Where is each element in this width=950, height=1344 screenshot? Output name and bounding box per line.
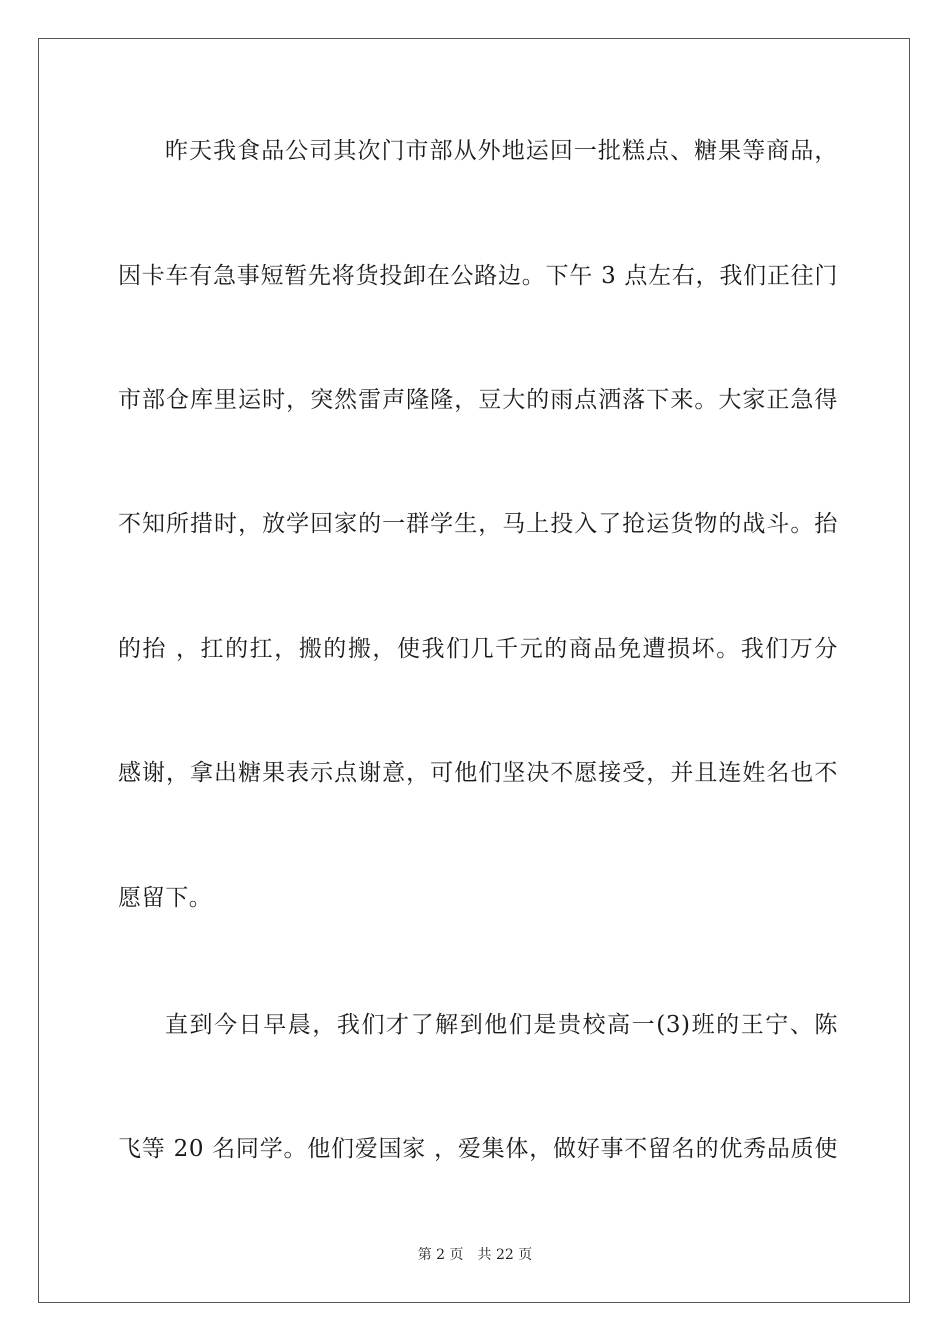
page-number: 第 2 页 [417, 1247, 464, 1263]
paragraph-1-line-6: 感谢，拿出糖果表示点谢意，可他们坚决不愿接受，并且连姓名也不 [118, 760, 838, 786]
paragraph-2-line-1: 直到今日早晨，我们才了解到他们是贵校高一(3)班的王宁、陈 [165, 1012, 838, 1038]
page-footer [0, 1245, 950, 1265]
paragraph-1-line-7: 愿留下。 [118, 885, 213, 911]
paragraph-1-line-4: 不知所措时，放学回家的一群学生，马上投入了抢运货物的战斗。抬 [118, 511, 838, 537]
paragraph-1-line-2: 因卡车有急事短暂先将货投卸在公路边。下午 3 点左右，我们正往门 [118, 263, 838, 289]
page-frame [38, 38, 910, 1303]
paragraph-2-line-2: 飞等 20 名同学。他们爱国家 ，爱集体，做好事不留名的优秀品质使 [118, 1136, 838, 1162]
paragraph-1-line-1: 昨天我食品公司其次门市部从外地运回一批糕点、糖果等商品， [165, 138, 838, 164]
paragraph-1-line-5: 的抬 ，扛的扛，搬的搬，使我们几千元的商品免遭损坏。我们万分 [118, 636, 838, 662]
paragraph-1-line-3: 市部仓库里运时，突然雷声隆隆，豆大的雨点洒落下来。大家正急得 [118, 387, 838, 413]
page-total: 共 22 页 [477, 1247, 533, 1263]
